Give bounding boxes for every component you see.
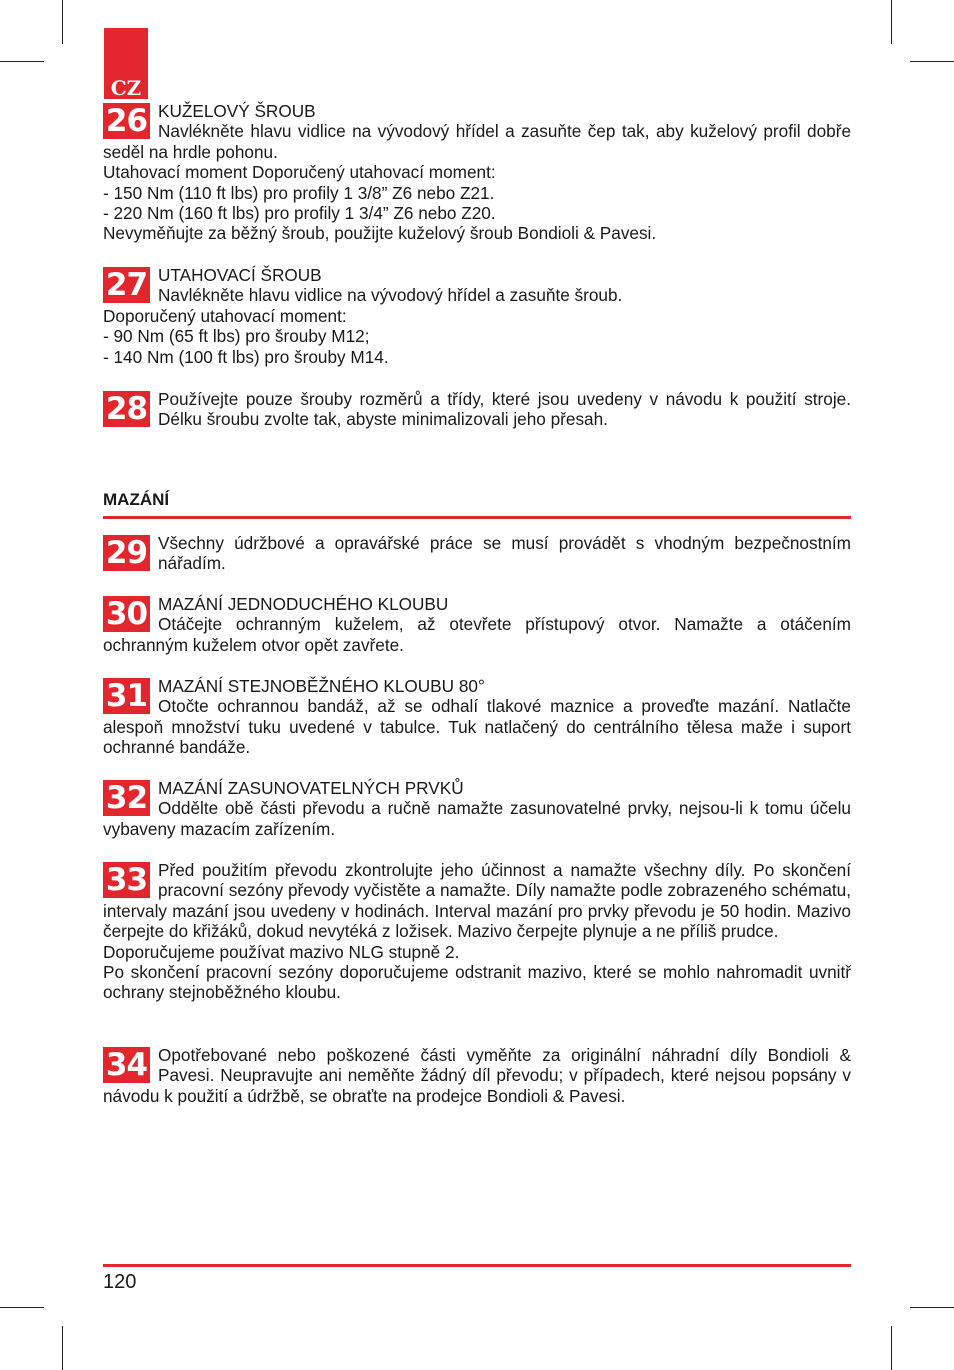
step-number: 28: [103, 391, 150, 427]
crop-mark: [62, 1326, 63, 1370]
step-title: MAZÁNÍ STEJNOBĚŽNÉHO KLOUBU 80°: [158, 676, 485, 696]
step-text: Oddělte obě části převodu a ručně namažte zasunovatelné prvky, nejsou-li k tomu účelu vybaveny mazacím zařízením.: [103, 798, 851, 839]
step-31: [103, 676, 851, 758]
step-text: Všechny údržbové a opravářské práce se musí provádět s vhodným bezpečnostním nářadím.: [158, 533, 851, 574]
step-text: - 220 Nm (160 ft lbs) pro profily 1 3/4” Z6 nebo Z20.: [103, 203, 496, 224]
step-text: Opotřebované nebo poškozené části vyměňte za originální náhradní díly Bondioli & Pavesi. Neupravujte ani neměňte žádný díl převodu; v případech, které nejsou popsány v návodu k použití a údržbě, se obraťte na prodejce Bondioli & Pavesi.: [103, 1045, 851, 1106]
section-heading: MAZÁNÍ: [103, 490, 170, 509]
step-text: - 150 Nm (110 ft lbs) pro profily 1 3/8” Z6 nebo Z21.: [103, 182, 495, 203]
step-32: [103, 778, 851, 839]
step-number: 34: [103, 1047, 150, 1083]
crop-mark: [891, 1326, 892, 1370]
crop-mark: [910, 61, 954, 62]
step-29: [103, 533, 851, 574]
step-number: 30: [103, 596, 150, 632]
step-number: 31: [103, 678, 150, 714]
step-number: 27: [103, 267, 150, 303]
step-text: Používejte pouze šrouby rozměrů a třídy, které jsou uvedeny v návodu k použití stroje. Délku šroubu zvolte tak, abyste minimalizovali jeho přesah.: [158, 389, 851, 430]
step-33: [103, 860, 851, 1003]
step-title: UTAHOVACÍ ŠROUB: [158, 265, 322, 285]
step-text: Navlékněte hlavu vidlice na vývodový hřídel a zasuňte šroub.: [158, 285, 623, 306]
step-text: Po skončení pracovní sezóny doporučujeme odstranit mazivo, které se mohlo nahromadit uvnitř ochrany stejnoběžného kloubu.: [103, 962, 851, 1003]
step-number: 32: [103, 780, 150, 816]
step-text: Navlékněte hlavu vidlice na vývodový hřídel a zasuňte čep tak, aby kuželový profil dobře seděl na hrdle pohonu.: [103, 121, 851, 162]
language-tab: CZ: [104, 28, 148, 99]
step-28: [103, 389, 851, 430]
step-text: Před použitím převodu zkontrolujte jeho účinnost a namažte všechny díly. Po skončení pracovní sezóny převody vyčistěte a namažte. Díly namažte podle zobrazeného schématu, intervaly mazání jsou uvedeny v hodinách. Interval mazání pro prvky převodu je 50 hodin. Mazivo čerpejte do křižáků, dokud nevytéká z ložisek. Mazivo čerpejte plynuje a ne příliš prudce.: [103, 860, 851, 942]
step-text: Utahovací moment Doporučený utahovací moment:: [103, 162, 496, 183]
crop-mark: [891, 0, 892, 44]
step-26: [103, 101, 851, 244]
step-34: [103, 1045, 851, 1106]
step-text: Otočte ochrannou bandáž, až se odhalí tlakové maznice a proveďte mazání. Natlačte alespoň množství tuku uvedené v tabulce. Tuk natlačený do centrálního tělesa maže i suport ochranné bandáže.: [103, 696, 851, 758]
crop-mark: [0, 61, 44, 62]
step-text: - 90 Nm (65 ft lbs) pro šrouby M12;: [103, 326, 370, 347]
step-30: [103, 594, 851, 655]
step-number: 26: [103, 103, 150, 139]
step-text: Otáčejte ochranným kuželem, až otevřete přístupový otvor. Namažte a otáčením ochranným kuželem otvor opět zavřete.: [103, 614, 851, 655]
step-text: Doporučujeme používat mazivo NLG stupně 2.: [103, 941, 460, 962]
crop-mark: [910, 1307, 954, 1308]
crop-mark: [0, 1307, 44, 1308]
step-27: [103, 265, 851, 367]
heading-rule: [103, 516, 851, 519]
step-number: 33: [103, 862, 150, 898]
footer-rule: [103, 1264, 851, 1267]
step-text: Doporučený utahovací moment:: [103, 305, 347, 326]
step-title: KUŽELOVÝ ŠROUB: [158, 101, 316, 121]
step-text: - 140 Nm (100 ft lbs) pro šrouby M14.: [103, 346, 389, 367]
page-number: 120: [103, 1271, 137, 1293]
step-title: MAZÁNÍ JEDNODUCHÉHO KLOUBU: [158, 594, 449, 614]
crop-mark: [62, 0, 63, 44]
step-title: MAZÁNÍ ZASUNOVATELNÝCH PRVKŮ: [158, 778, 464, 798]
step-number: 29: [103, 535, 150, 571]
step-text: Nevyměňujte za běžný šroub, použijte kuželový šroub Bondioli & Pavesi.: [103, 223, 657, 244]
